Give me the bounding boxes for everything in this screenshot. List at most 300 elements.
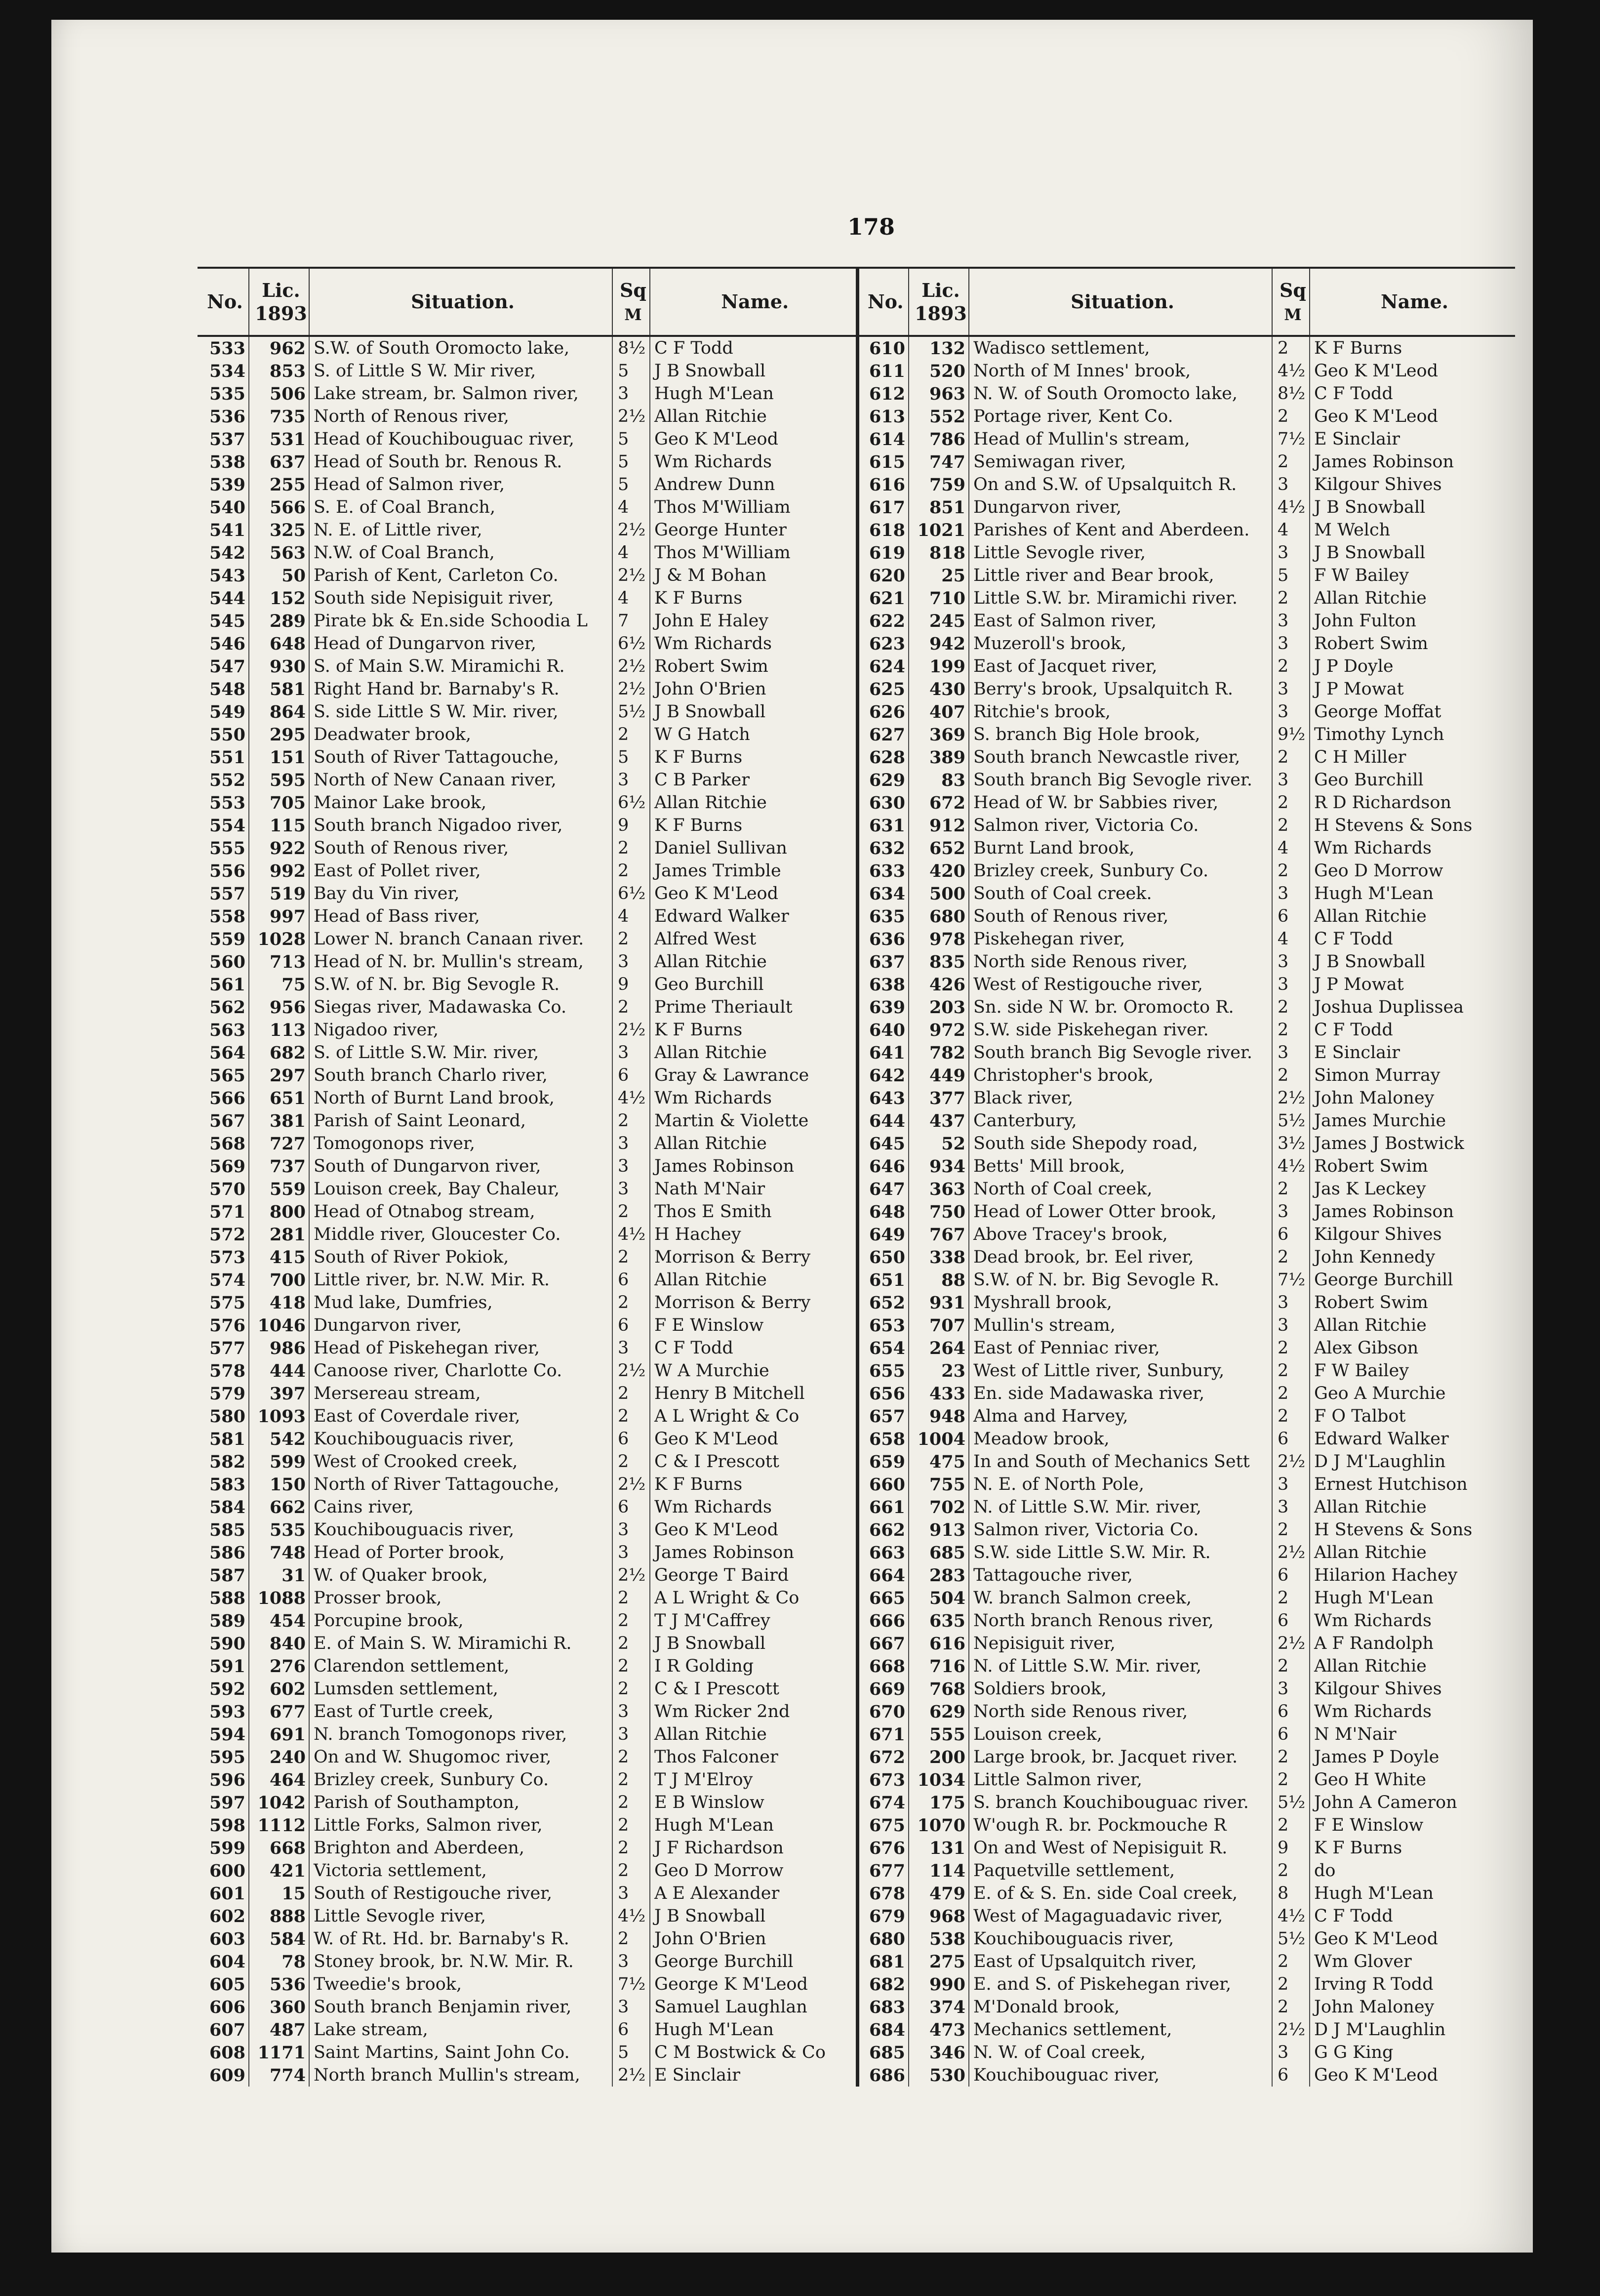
licensee-name-left: K F Burns bbox=[650, 814, 857, 837]
licensee-name-right: C F Todd bbox=[1310, 1019, 1515, 1041]
licensee-name-right: Allan Ritchie bbox=[1310, 1541, 1515, 1564]
situation-left: North branch Mullin's stream, bbox=[309, 2064, 612, 2087]
licence-number-right: 681 bbox=[857, 1950, 909, 1973]
square-miles-left: 3 bbox=[612, 1723, 650, 1746]
square-miles-left: 6½ bbox=[612, 882, 650, 905]
square-miles-left: 2 bbox=[612, 723, 650, 746]
square-miles-right: 3½ bbox=[1272, 1132, 1310, 1155]
licence-number-right: 640 bbox=[857, 1019, 909, 1041]
square-miles-right: 5 bbox=[1272, 564, 1310, 587]
licensee-name-right: Robert Swim bbox=[1310, 1291, 1515, 1314]
licence-1893-left: 691 bbox=[249, 1723, 309, 1746]
situation-left: Dungarvon river, bbox=[309, 1314, 612, 1337]
licensee-name-left: A L Wright & Co bbox=[650, 1587, 857, 1609]
licence-1893-right: 338 bbox=[909, 1246, 969, 1269]
situation-left: Kouchibouguacis river, bbox=[309, 1428, 612, 1450]
situation-right: Little S.W. br. Miramichi river. bbox=[969, 587, 1272, 610]
situation-left: Little river, br. N.W. Mir. R. bbox=[309, 1269, 612, 1291]
licensee-name-left: Henry B Mitchell bbox=[650, 1382, 857, 1405]
square-miles-right: 9 bbox=[1272, 1837, 1310, 1859]
licence-1893-right: 500 bbox=[909, 882, 969, 905]
licensee-name-left: Allan Ritchie bbox=[650, 405, 857, 428]
ledger-body bbox=[198, 336, 1515, 2087]
licensee-name-right: F E Winslow bbox=[1310, 1814, 1515, 1837]
licence-1893-right: 430 bbox=[909, 678, 969, 700]
licence-1893-right: 913 bbox=[909, 1518, 969, 1541]
licence-number-right: 648 bbox=[857, 1200, 909, 1223]
licensee-name-right: Timothy Lynch bbox=[1310, 723, 1515, 746]
licence-1893-right: 199 bbox=[909, 655, 969, 678]
situation-left: Brighton and Aberdeen, bbox=[309, 1837, 612, 1859]
table-row bbox=[198, 473, 1515, 496]
square-miles-right: 3 bbox=[1272, 973, 1310, 996]
licence-1893-right: 990 bbox=[909, 1973, 969, 1996]
square-miles-left: 3 bbox=[612, 1541, 650, 1564]
licensee-name-right: D J M'Laughlin bbox=[1310, 1450, 1515, 1473]
situation-right: Dead brook, br. Eel river, bbox=[969, 1246, 1272, 1269]
licensee-name-right: Geo K M'Leod bbox=[1310, 2064, 1515, 2087]
situation-left: Kouchibouguacis river, bbox=[309, 1518, 612, 1541]
situation-right: S.W. of N. br. Big Sevogle R. bbox=[969, 1269, 1272, 1291]
licence-1893-left: 566 bbox=[249, 496, 309, 519]
licence-number-right: 621 bbox=[857, 587, 909, 610]
square-miles-right: 3 bbox=[1272, 541, 1310, 564]
licence-number-left: 543 bbox=[209, 565, 245, 586]
licence-number-left: 534 bbox=[209, 361, 245, 381]
licence-number-left: 576 bbox=[209, 1315, 245, 1336]
licensee-name-left: C F Todd bbox=[650, 336, 857, 360]
table-row bbox=[198, 1178, 1515, 1200]
table-row bbox=[198, 428, 1515, 451]
licensee-name-left: Alfred West bbox=[650, 928, 857, 950]
licence-1893-right: 426 bbox=[909, 973, 969, 996]
licence-number-left: 582 bbox=[209, 1451, 245, 1472]
licensee-name-right: M Welch bbox=[1310, 519, 1515, 541]
licence-number-left: 545 bbox=[209, 611, 245, 631]
square-miles-left: 2 bbox=[612, 837, 650, 860]
licence-1893-left: 281 bbox=[249, 1223, 309, 1246]
licence-number-right: 614 bbox=[857, 428, 909, 451]
licensee-name-left: George Hunter bbox=[650, 519, 857, 541]
licensee-name-right: James Robinson bbox=[1310, 451, 1515, 473]
square-miles-right: 6 bbox=[1272, 1223, 1310, 1246]
licensee-name-left: Wm Richards bbox=[650, 632, 857, 655]
table-row bbox=[198, 769, 1515, 791]
licence-1893-left: 888 bbox=[249, 1905, 309, 1927]
licence-1893-left: 595 bbox=[249, 769, 309, 791]
licence-number-right: 664 bbox=[857, 1564, 909, 1587]
licensee-name-left: Thos M'William bbox=[650, 496, 857, 519]
situation-left: Head of Bass river, bbox=[309, 905, 612, 928]
licensee-name-right: J P Doyle bbox=[1310, 655, 1515, 678]
square-miles-left: 2 bbox=[612, 1587, 650, 1609]
header-sq-label-right: Sq bbox=[1279, 279, 1306, 301]
square-miles-left: 4 bbox=[612, 587, 650, 610]
square-miles-right: 6 bbox=[1272, 1609, 1310, 1632]
licence-1893-left: 735 bbox=[249, 405, 309, 428]
licence-number-right: 646 bbox=[857, 1155, 909, 1178]
licensee-name-right: C F Todd bbox=[1310, 1905, 1515, 1927]
square-miles-right: 3 bbox=[1272, 700, 1310, 723]
licence-table bbox=[198, 267, 1515, 2087]
square-miles-right: 2 bbox=[1272, 1518, 1310, 1541]
table-row bbox=[198, 1723, 1515, 1746]
licensee-name-left: Thos Falconer bbox=[650, 1746, 857, 1768]
licence-number-left: 542 bbox=[209, 542, 245, 563]
licence-number-right: 680 bbox=[857, 1927, 909, 1950]
licence-number-right: 653 bbox=[857, 1314, 909, 1337]
licensee-name-right: George Burchill bbox=[1310, 1269, 1515, 1291]
square-miles-right: 7½ bbox=[1272, 1269, 1310, 1291]
licence-number-right: 651 bbox=[857, 1269, 909, 1291]
licence-number-right: 649 bbox=[857, 1223, 909, 1246]
square-miles-left: 3 bbox=[612, 1700, 650, 1723]
table-row bbox=[198, 405, 1515, 428]
square-miles-right: 3 bbox=[1272, 610, 1310, 632]
square-miles-left: 2 bbox=[612, 1200, 650, 1223]
licence-1893-right: 1004 bbox=[909, 1428, 969, 1450]
square-miles-left: 3 bbox=[612, 1882, 650, 1905]
licence-1893-left: 737 bbox=[249, 1155, 309, 1178]
square-miles-left: 2 bbox=[612, 1746, 650, 1768]
situation-right: W'ough R. br. Pockmouche R bbox=[969, 1814, 1272, 1837]
licence-1893-right: 942 bbox=[909, 632, 969, 655]
table-row bbox=[198, 1655, 1515, 1678]
square-miles-right: 2½ bbox=[1272, 1087, 1310, 1109]
licensee-name-left: Wm Richards bbox=[650, 451, 857, 473]
situation-right: Soldiers brook, bbox=[969, 1678, 1272, 1700]
licensee-name-left: Gray & Lawrance bbox=[650, 1064, 857, 1087]
licence-number-right: 618 bbox=[857, 519, 909, 541]
table-row bbox=[198, 746, 1515, 769]
licence-1893-right: 275 bbox=[909, 1950, 969, 1973]
situation-right: M'Donald brook, bbox=[969, 1996, 1272, 2018]
square-miles-right: 3 bbox=[1272, 1291, 1310, 1314]
square-miles-left: 2 bbox=[612, 1678, 650, 1700]
licensee-name-left: Geo K M'Leod bbox=[650, 428, 857, 451]
situation-left: Stoney brook, br. N.W. Mir. R. bbox=[309, 1950, 612, 1973]
licensee-name-right: Wm Richards bbox=[1310, 1609, 1515, 1632]
table-row bbox=[198, 1064, 1515, 1087]
table-row bbox=[198, 1768, 1515, 1791]
licence-number-right: 668 bbox=[857, 1655, 909, 1678]
situation-left: Brizley creek, Sunbury Co. bbox=[309, 1768, 612, 1791]
situation-left: Bay du Vin river, bbox=[309, 882, 612, 905]
licence-1893-left: 454 bbox=[249, 1609, 309, 1632]
situation-right: Myshrall brook, bbox=[969, 1291, 1272, 1314]
licence-1893-left: 599 bbox=[249, 1450, 309, 1473]
licence-number-right: 627 bbox=[857, 723, 909, 746]
situation-right: North of Coal creek, bbox=[969, 1178, 1272, 1200]
square-miles-left: 3 bbox=[612, 1518, 650, 1541]
licence-1893-left: 637 bbox=[249, 451, 309, 473]
square-miles-right: 6 bbox=[1272, 1564, 1310, 1587]
square-miles-right: 7½ bbox=[1272, 428, 1310, 451]
licence-number-left: 595 bbox=[209, 1747, 245, 1767]
square-miles-left: 2 bbox=[612, 1382, 650, 1405]
table-row bbox=[198, 1518, 1515, 1541]
licence-number-right: 636 bbox=[857, 928, 909, 950]
square-miles-left: 3 bbox=[612, 1950, 650, 1973]
square-miles-left: 4½ bbox=[612, 1223, 650, 1246]
table-row bbox=[198, 1905, 1515, 1927]
licensee-name-left: George T Baird bbox=[650, 1564, 857, 1587]
square-miles-left: 2½ bbox=[612, 1564, 650, 1587]
licensee-name-left: Martin & Violette bbox=[650, 1109, 857, 1132]
licensee-name-right: Allan Ritchie bbox=[1310, 1496, 1515, 1518]
licence-1893-right: 851 bbox=[909, 496, 969, 519]
licence-1893-right: 629 bbox=[909, 1700, 969, 1723]
table-row bbox=[198, 1109, 1515, 1132]
situation-left: S. of Little S.W. Mir. river, bbox=[309, 1041, 612, 1064]
square-miles-right: 3 bbox=[1272, 2041, 1310, 2064]
square-miles-right: 2 bbox=[1272, 1246, 1310, 1269]
licence-number-left: 552 bbox=[209, 770, 245, 790]
licence-number-right: 641 bbox=[857, 1041, 909, 1064]
licence-1893-right: 1070 bbox=[909, 1814, 969, 1837]
licensee-name-left: Allan Ritchie bbox=[650, 1041, 857, 1064]
licensee-name-left: J B Snowball bbox=[650, 1905, 857, 1927]
situation-left: Tomogonops river, bbox=[309, 1132, 612, 1155]
square-miles-right: 3 bbox=[1272, 1473, 1310, 1496]
licensee-name-left: Geo K M'Leod bbox=[650, 1428, 857, 1450]
square-miles-left: 2 bbox=[612, 1291, 650, 1314]
square-miles-left: 3 bbox=[612, 1132, 650, 1155]
licence-1893-right: 25 bbox=[909, 564, 969, 587]
licence-number-right: 682 bbox=[857, 1973, 909, 1996]
licence-number-left: 537 bbox=[209, 429, 245, 450]
licence-1893-left: 1046 bbox=[249, 1314, 309, 1337]
table-row bbox=[198, 837, 1515, 860]
square-miles-left: 2½ bbox=[612, 519, 650, 541]
licence-number-right: 655 bbox=[857, 1359, 909, 1382]
licence-1893-right: 475 bbox=[909, 1450, 969, 1473]
licence-1893-left: 152 bbox=[249, 587, 309, 610]
licensee-name-right: J B Snowball bbox=[1310, 541, 1515, 564]
licence-1893-left: 360 bbox=[249, 1996, 309, 2018]
licence-number-right: 619 bbox=[857, 541, 909, 564]
licence-number-left: 579 bbox=[209, 1383, 245, 1404]
situation-right: Mechanics settlement, bbox=[969, 2018, 1272, 2041]
licence-1893-left: 75 bbox=[249, 973, 309, 996]
square-miles-left: 5 bbox=[612, 360, 650, 382]
situation-left: Head of N. br. Mullin's stream, bbox=[309, 950, 612, 973]
table-row bbox=[198, 973, 1515, 996]
licence-number-left: 559 bbox=[209, 929, 245, 949]
square-miles-right: 2 bbox=[1272, 1064, 1310, 1087]
situation-left: Parish of Saint Leonard, bbox=[309, 1109, 612, 1132]
situation-right: Little Salmon river, bbox=[969, 1768, 1272, 1791]
header-name-right: Name. bbox=[1310, 268, 1515, 336]
licence-number-left: 546 bbox=[209, 633, 245, 654]
square-miles-right: 2 bbox=[1272, 996, 1310, 1019]
licence-number-right: 623 bbox=[857, 632, 909, 655]
licence-number-left: 568 bbox=[209, 1133, 245, 1154]
header-sq-label: Sq bbox=[619, 279, 646, 301]
situation-right: North side Renous river, bbox=[969, 1700, 1272, 1723]
licence-number-left: 539 bbox=[209, 474, 245, 495]
licensee-name-right: Allan Ritchie bbox=[1310, 905, 1515, 928]
situation-right: Little Sevogle river, bbox=[969, 541, 1272, 564]
situation-left: Head of Otnabog stream, bbox=[309, 1200, 612, 1223]
licensee-name-left: John O'Brien bbox=[650, 678, 857, 700]
situation-right: N. W. of South Oromocto lake, bbox=[969, 382, 1272, 405]
situation-left: S.W. of N. br. Big Sevogle R. bbox=[309, 973, 612, 996]
square-miles-left: 3 bbox=[612, 1996, 650, 2018]
licence-number-right: 613 bbox=[857, 405, 909, 428]
situation-right: South side Shepody road, bbox=[969, 1132, 1272, 1155]
square-miles-right: 2 bbox=[1272, 1768, 1310, 1791]
licensee-name-right: Geo D Morrow bbox=[1310, 860, 1515, 882]
licence-1893-right: 707 bbox=[909, 1314, 969, 1337]
licence-1893-left: 853 bbox=[249, 360, 309, 382]
table-row bbox=[198, 382, 1515, 405]
licensee-name-right: A F Randolph bbox=[1310, 1632, 1515, 1655]
situation-left: Cains river, bbox=[309, 1496, 612, 1518]
table-row bbox=[198, 1314, 1515, 1337]
licence-number-right: 674 bbox=[857, 1791, 909, 1814]
table-row bbox=[198, 1746, 1515, 1768]
licence-number-right: 628 bbox=[857, 746, 909, 769]
square-miles-left: 2½ bbox=[612, 678, 650, 700]
licensee-name-right: Wm Richards bbox=[1310, 1700, 1515, 1723]
situation-right: Head of Mullin's stream, bbox=[969, 428, 1272, 451]
situation-left: South of Renous river, bbox=[309, 837, 612, 860]
licence-1893-left: 418 bbox=[249, 1291, 309, 1314]
situation-right: Louison creek, bbox=[969, 1723, 1272, 1746]
licensee-name-right: Wm Glover bbox=[1310, 1950, 1515, 1973]
licence-number-left: 591 bbox=[209, 1656, 245, 1677]
licensee-name-right: E Sinclair bbox=[1310, 428, 1515, 451]
licence-number-right: 676 bbox=[857, 1837, 909, 1859]
licensee-name-right: Allan Ritchie bbox=[1310, 1314, 1515, 1337]
square-miles-left: 2½ bbox=[612, 564, 650, 587]
situation-right: Ritchie's brook, bbox=[969, 700, 1272, 723]
licensee-name-left: C B Parker bbox=[650, 769, 857, 791]
table-row bbox=[198, 451, 1515, 473]
licence-1893-left: 1088 bbox=[249, 1587, 309, 1609]
licence-1893-left: 559 bbox=[249, 1178, 309, 1200]
situation-right: East of Upsalquitch river, bbox=[969, 1950, 1272, 1973]
licence-1893-left: 700 bbox=[249, 1269, 309, 1291]
licence-1893-left: 956 bbox=[249, 996, 309, 1019]
situation-right: On and West of Nepisiguit R. bbox=[969, 1837, 1272, 1859]
licence-1893-left: 15 bbox=[249, 1882, 309, 1905]
licence-1893-left: 930 bbox=[249, 655, 309, 678]
licensee-name-left: Thos E Smith bbox=[650, 1200, 857, 1223]
licence-1893-left: 1093 bbox=[249, 1405, 309, 1428]
licence-1893-right: 479 bbox=[909, 1882, 969, 1905]
situation-right: N. of Little S.W. Mir. river, bbox=[969, 1655, 1272, 1678]
licence-number-right: 683 bbox=[857, 1996, 909, 2018]
situation-left: Canoose river, Charlotte Co. bbox=[309, 1359, 612, 1382]
square-miles-left: 7 bbox=[612, 610, 650, 632]
table-row bbox=[198, 678, 1515, 700]
licence-1893-left: 581 bbox=[249, 678, 309, 700]
square-miles-right: 2 bbox=[1272, 1587, 1310, 1609]
square-miles-right: 2½ bbox=[1272, 1632, 1310, 1655]
situation-right: E. and S. of Piskehegan river, bbox=[969, 1973, 1272, 1996]
licence-number-left: 607 bbox=[209, 2019, 245, 2040]
table-row bbox=[198, 1291, 1515, 1314]
situation-right: N. W. of Coal creek, bbox=[969, 2041, 1272, 2064]
situation-right: East of Salmon river, bbox=[969, 610, 1272, 632]
licence-number-left: 535 bbox=[209, 383, 245, 404]
square-miles-right: 4 bbox=[1272, 519, 1310, 541]
licensee-name-left: Daniel Sullivan bbox=[650, 837, 857, 860]
situation-right: N. of Little S.W. Mir. river, bbox=[969, 1496, 1272, 1518]
licensee-name-left: Wm Richards bbox=[650, 1087, 857, 1109]
table-row bbox=[198, 1337, 1515, 1359]
licence-1893-right: 835 bbox=[909, 950, 969, 973]
licensee-name-right: Geo K M'Leod bbox=[1310, 1927, 1515, 1950]
licence-1893-left: 668 bbox=[249, 1837, 309, 1859]
licence-1893-left: 682 bbox=[249, 1041, 309, 1064]
situation-left: N. E. of Little river, bbox=[309, 519, 612, 541]
square-miles-right: 2 bbox=[1272, 1178, 1310, 1200]
header-lic-year: 1893 bbox=[255, 302, 307, 325]
licence-1893-right: 972 bbox=[909, 1019, 969, 1041]
square-miles-right: 9½ bbox=[1272, 723, 1310, 746]
situation-left: Porcupine brook, bbox=[309, 1609, 612, 1632]
licence-number-left: 550 bbox=[209, 724, 245, 745]
licence-number-right: 652 bbox=[857, 1291, 909, 1314]
licence-number-right: 656 bbox=[857, 1382, 909, 1405]
licence-number-right: 678 bbox=[857, 1882, 909, 1905]
licensee-name-left: Allan Ritchie bbox=[650, 950, 857, 973]
licence-1893-right: 616 bbox=[909, 1632, 969, 1655]
table-row bbox=[198, 655, 1515, 678]
licence-1893-left: 840 bbox=[249, 1632, 309, 1655]
licence-number-right: 625 bbox=[857, 678, 909, 700]
licence-1893-right: 203 bbox=[909, 996, 969, 1019]
licence-1893-right: 963 bbox=[909, 382, 969, 405]
licensee-name-right: James J Bostwick bbox=[1310, 1132, 1515, 1155]
licence-number-right: 665 bbox=[857, 1587, 909, 1609]
square-miles-left: 4½ bbox=[612, 1087, 650, 1109]
table-row bbox=[198, 1609, 1515, 1632]
square-miles-right: 3 bbox=[1272, 769, 1310, 791]
licence-number-left: 562 bbox=[209, 997, 245, 1018]
table-row bbox=[198, 1791, 1515, 1814]
licensee-name-left: Samuel Laughlan bbox=[650, 1996, 857, 2018]
square-miles-left: 5 bbox=[612, 2041, 650, 2064]
licensee-name-left: F E Winslow bbox=[650, 1314, 857, 1337]
square-miles-right: 4½ bbox=[1272, 496, 1310, 519]
situation-right: North branch Renous river, bbox=[969, 1609, 1272, 1632]
situation-left: East of Pollet river, bbox=[309, 860, 612, 882]
licensee-name-left: Wm Richards bbox=[650, 1496, 857, 1518]
licence-number-right: 633 bbox=[857, 860, 909, 882]
square-miles-left: 6 bbox=[612, 1314, 650, 1337]
licence-1893-left: 78 bbox=[249, 1950, 309, 1973]
situation-right: East of Penniac river, bbox=[969, 1337, 1272, 1359]
table-row bbox=[198, 1996, 1515, 2018]
table-row bbox=[198, 1405, 1515, 1428]
situation-right: Christopher's brook, bbox=[969, 1064, 1272, 1087]
licence-number-left: 577 bbox=[209, 1338, 245, 1358]
situation-left: Tweedie's brook, bbox=[309, 1973, 612, 1996]
square-miles-left: 2½ bbox=[612, 1019, 650, 1041]
square-miles-right: 4 bbox=[1272, 837, 1310, 860]
square-miles-right: 2 bbox=[1272, 1746, 1310, 1768]
square-miles-right: 3 bbox=[1272, 473, 1310, 496]
licence-number-left: 601 bbox=[209, 1883, 245, 1904]
square-miles-right: 3 bbox=[1272, 1041, 1310, 1064]
situation-left: Head of Piskehegan river, bbox=[309, 1337, 612, 1359]
square-miles-left: 2½ bbox=[612, 2064, 650, 2087]
square-miles-right: 8 bbox=[1272, 1882, 1310, 1905]
